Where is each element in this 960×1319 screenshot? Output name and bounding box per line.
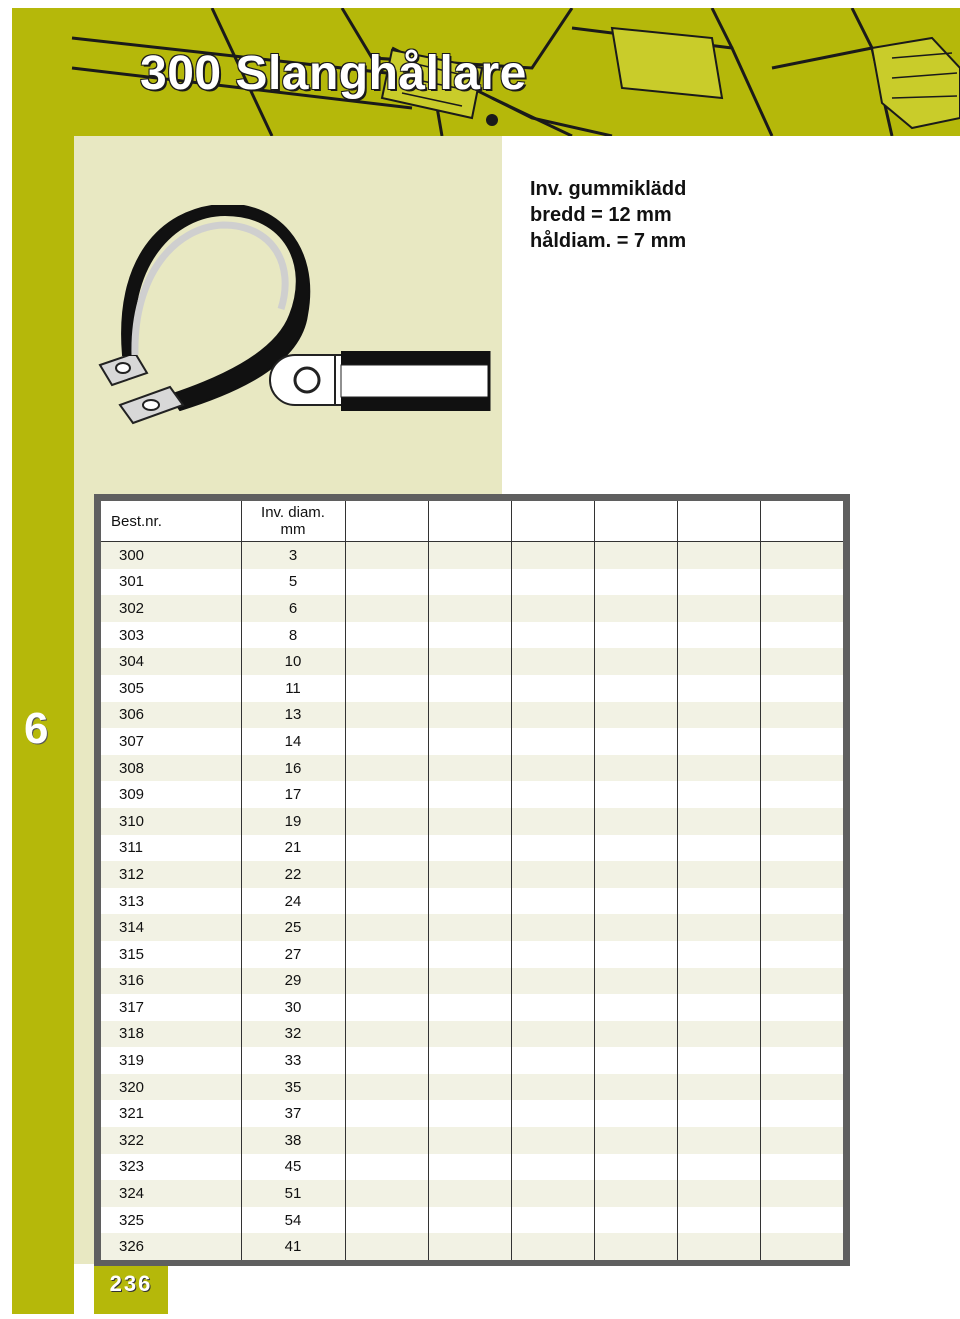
cell-best-nr: 323 (101, 1154, 241, 1181)
cell-empty (345, 648, 428, 675)
table-row (101, 622, 843, 649)
cell-empty (428, 1127, 511, 1154)
cell-best-nr: 308 (101, 755, 241, 782)
header-empty (594, 501, 677, 542)
cell-best-nr: 304 (101, 648, 241, 675)
cell-empty (677, 861, 760, 888)
cell-empty (345, 781, 428, 808)
cell-empty (428, 861, 511, 888)
cell-empty (594, 542, 677, 569)
cell-empty (511, 861, 594, 888)
cell-empty (594, 808, 677, 835)
cell-empty (428, 914, 511, 941)
cell-empty (428, 808, 511, 835)
cell-inner-diameter: 45 (241, 1154, 345, 1181)
cell-empty (594, 755, 677, 782)
table-row (101, 941, 843, 968)
cell-empty (594, 1021, 677, 1048)
cell-empty (511, 1180, 594, 1207)
cell-inner-diameter: 24 (241, 888, 345, 915)
cell-empty (677, 781, 760, 808)
cell-empty (511, 835, 594, 862)
cell-best-nr: 307 (101, 728, 241, 755)
cell-empty (511, 1021, 594, 1048)
cell-inner-diameter: 33 (241, 1047, 345, 1074)
table-row (101, 861, 843, 888)
clamp-side-view (270, 351, 489, 411)
cell-empty (677, 1100, 760, 1127)
cell-empty (760, 622, 843, 649)
cell-inner-diameter: 17 (241, 781, 345, 808)
cell-empty (760, 994, 843, 1021)
cell-empty (428, 1154, 511, 1181)
cell-inner-diameter: 22 (241, 861, 345, 888)
cell-best-nr: 310 (101, 808, 241, 835)
cell-empty (594, 1100, 677, 1127)
header-diam-label: Inv. diam. (261, 504, 325, 521)
cell-best-nr: 305 (101, 675, 241, 702)
cell-inner-diameter: 8 (241, 622, 345, 649)
cell-empty (760, 808, 843, 835)
cell-empty (677, 1127, 760, 1154)
cell-empty (345, 861, 428, 888)
cell-empty (760, 1074, 843, 1101)
cell-empty (594, 648, 677, 675)
cell-empty (677, 914, 760, 941)
cell-empty (677, 835, 760, 862)
cell-empty (760, 1100, 843, 1127)
cell-empty (511, 569, 594, 596)
cell-empty (511, 1074, 594, 1101)
cell-empty (345, 994, 428, 1021)
cell-empty (511, 1100, 594, 1127)
cell-empty (345, 808, 428, 835)
cell-inner-diameter: 6 (241, 595, 345, 622)
cell-empty (760, 861, 843, 888)
cell-empty (428, 702, 511, 729)
cell-empty (760, 1047, 843, 1074)
spec-hole-diameter: håldiam. = 7 mm (530, 230, 687, 252)
cell-empty (594, 1127, 677, 1154)
cell-empty (760, 1154, 843, 1181)
cell-empty (677, 569, 760, 596)
cell-empty (594, 1207, 677, 1234)
cell-empty (760, 728, 843, 755)
cell-empty (511, 702, 594, 729)
cell-best-nr: 314 (101, 914, 241, 941)
cell-empty (345, 888, 428, 915)
cell-empty (428, 542, 511, 569)
cell-empty (511, 595, 594, 622)
cell-empty (511, 542, 594, 569)
cell-empty (677, 542, 760, 569)
cell-best-nr: 319 (101, 1047, 241, 1074)
table-row (101, 569, 843, 596)
cell-empty (677, 1207, 760, 1234)
cell-empty (428, 888, 511, 915)
table-row (101, 1074, 843, 1101)
cell-empty (511, 941, 594, 968)
header-empty (428, 501, 511, 542)
cell-best-nr: 309 (101, 781, 241, 808)
cell-empty (428, 595, 511, 622)
cell-empty (511, 888, 594, 915)
cell-inner-diameter: 3 (241, 542, 345, 569)
spec-width: bredd = 12 mm (530, 204, 672, 226)
cell-inner-diameter: 14 (241, 728, 345, 755)
cell-empty (511, 1154, 594, 1181)
cell-empty (511, 1127, 594, 1154)
cell-inner-diameter: 11 (241, 675, 345, 702)
cell-empty (677, 728, 760, 755)
table-row (101, 914, 843, 941)
cell-empty (594, 1047, 677, 1074)
cell-empty (677, 595, 760, 622)
chapter-number: 6 (24, 704, 49, 753)
cell-empty (594, 569, 677, 596)
cell-empty (428, 941, 511, 968)
cell-empty (677, 808, 760, 835)
cell-inner-diameter: 32 (241, 1021, 345, 1048)
cell-empty (428, 1047, 511, 1074)
cell-empty (511, 1207, 594, 1234)
table-row (101, 1154, 843, 1181)
cell-inner-diameter: 16 (241, 755, 345, 782)
cell-inner-diameter: 37 (241, 1100, 345, 1127)
cell-best-nr: 306 (101, 702, 241, 729)
cell-empty (760, 648, 843, 675)
cell-empty (594, 728, 677, 755)
cell-empty (677, 888, 760, 915)
cell-best-nr: 325 (101, 1207, 241, 1234)
table-row (101, 702, 843, 729)
cell-empty (428, 994, 511, 1021)
cell-empty (511, 914, 594, 941)
header-best-nr: Best.nr. (101, 501, 241, 542)
cell-empty (511, 1047, 594, 1074)
cell-empty (760, 542, 843, 569)
table-row (101, 1180, 843, 1207)
cell-empty (428, 781, 511, 808)
cell-empty (677, 1180, 760, 1207)
table-row (101, 994, 843, 1021)
cell-empty (428, 728, 511, 755)
cell-empty (594, 1233, 677, 1260)
cell-inner-diameter: 5 (241, 569, 345, 596)
cell-empty (511, 968, 594, 995)
cell-empty (428, 675, 511, 702)
page-number: 236 (94, 1266, 168, 1314)
cell-best-nr: 317 (101, 994, 241, 1021)
cell-best-nr: 322 (101, 1127, 241, 1154)
table-header-row (101, 501, 843, 542)
cell-best-nr: 315 (101, 941, 241, 968)
cell-empty (594, 888, 677, 915)
table-row (101, 1127, 843, 1154)
cell-empty (428, 1074, 511, 1101)
cell-empty (345, 1074, 428, 1101)
product-specs (530, 176, 686, 254)
cell-empty (511, 728, 594, 755)
cell-empty (594, 968, 677, 995)
table-row (101, 675, 843, 702)
cell-empty (760, 1127, 843, 1154)
cell-empty (760, 595, 843, 622)
table-row (101, 968, 843, 995)
cell-best-nr: 321 (101, 1100, 241, 1127)
header-empty (511, 501, 594, 542)
cell-empty (428, 1100, 511, 1127)
cell-best-nr: 326 (101, 1233, 241, 1260)
cell-empty (760, 914, 843, 941)
cell-empty (677, 648, 760, 675)
table-row (101, 781, 843, 808)
cell-empty (428, 835, 511, 862)
table-row (101, 888, 843, 915)
cell-empty (345, 728, 428, 755)
cell-empty (345, 1233, 428, 1260)
cell-inner-diameter: 25 (241, 914, 345, 941)
cell-inner-diameter: 35 (241, 1074, 345, 1101)
cell-empty (345, 914, 428, 941)
cell-empty (594, 1180, 677, 1207)
cell-empty (760, 755, 843, 782)
cell-empty (345, 702, 428, 729)
cell-empty (594, 994, 677, 1021)
cell-best-nr: 316 (101, 968, 241, 995)
cell-empty (511, 622, 594, 649)
cell-empty (594, 861, 677, 888)
cell-inner-diameter: 38 (241, 1127, 345, 1154)
cell-empty (345, 1021, 428, 1048)
cell-empty (345, 1207, 428, 1234)
cell-best-nr: 311 (101, 835, 241, 862)
cell-empty (677, 1233, 760, 1260)
cell-empty (677, 1074, 760, 1101)
cell-empty (345, 968, 428, 995)
cell-empty (428, 569, 511, 596)
table-row (101, 1100, 843, 1127)
cell-empty (760, 675, 843, 702)
cell-inner-diameter: 29 (241, 968, 345, 995)
cell-empty (677, 1021, 760, 1048)
cell-empty (345, 1047, 428, 1074)
cell-best-nr: 318 (101, 1021, 241, 1048)
cell-empty (345, 675, 428, 702)
table-body (101, 542, 843, 1261)
cell-empty (760, 941, 843, 968)
cell-empty (511, 1233, 594, 1260)
cell-best-nr: 312 (101, 861, 241, 888)
clamp-front-tab (120, 387, 183, 423)
cell-empty (760, 781, 843, 808)
cell-inner-diameter: 30 (241, 994, 345, 1021)
cell-empty (345, 1154, 428, 1181)
cell-empty (760, 888, 843, 915)
table-row (101, 755, 843, 782)
cell-empty (428, 1021, 511, 1048)
cell-empty (594, 595, 677, 622)
cell-empty (594, 781, 677, 808)
table-row (101, 1021, 843, 1048)
cell-empty (345, 542, 428, 569)
cell-empty (428, 1207, 511, 1234)
cell-inner-diameter: 13 (241, 702, 345, 729)
cell-best-nr: 324 (101, 1180, 241, 1207)
header-empty (760, 501, 843, 542)
header-empty (345, 501, 428, 542)
cell-empty (594, 941, 677, 968)
cell-empty (511, 781, 594, 808)
clamp-back-tab (100, 353, 147, 385)
cell-empty (511, 808, 594, 835)
table-row (101, 728, 843, 755)
table-row (101, 595, 843, 622)
cell-empty (594, 675, 677, 702)
cell-empty (760, 702, 843, 729)
cell-best-nr: 302 (101, 595, 241, 622)
cell-empty (594, 914, 677, 941)
chapter-sidebar (12, 8, 74, 1314)
cell-best-nr: 300 (101, 542, 241, 569)
cell-empty (677, 702, 760, 729)
cell-empty (428, 755, 511, 782)
cell-empty (511, 755, 594, 782)
cell-inner-diameter: 21 (241, 835, 345, 862)
cell-empty (594, 1074, 677, 1101)
table-row (101, 542, 843, 569)
side-strip (74, 494, 94, 1264)
cell-empty (594, 835, 677, 862)
cell-empty (677, 941, 760, 968)
page-title: 300 Slanghållare (140, 47, 527, 100)
spec-coating: Inv. gummiklädd (530, 178, 687, 200)
cell-inner-diameter: 54 (241, 1207, 345, 1234)
cell-empty (428, 1233, 511, 1260)
table-row (101, 648, 843, 675)
cell-empty (677, 968, 760, 995)
cell-best-nr: 303 (101, 622, 241, 649)
cell-empty (677, 675, 760, 702)
table-row (101, 835, 843, 862)
cell-empty (677, 1154, 760, 1181)
cell-empty (677, 994, 760, 1021)
cell-empty (345, 595, 428, 622)
cell-empty (511, 648, 594, 675)
cell-inner-diameter: 19 (241, 808, 345, 835)
header-inner-diameter (241, 501, 345, 542)
cell-empty (345, 755, 428, 782)
cell-empty (760, 569, 843, 596)
parts-table-frame (94, 494, 850, 1266)
cell-empty (594, 622, 677, 649)
cell-inner-diameter: 27 (241, 941, 345, 968)
cell-empty (760, 835, 843, 862)
cell-empty (428, 1180, 511, 1207)
cell-empty (345, 1127, 428, 1154)
cell-empty (345, 569, 428, 596)
table-row (101, 1233, 843, 1260)
cell-empty (677, 1047, 760, 1074)
cell-empty (345, 1180, 428, 1207)
cell-empty (760, 968, 843, 995)
cell-empty (594, 1154, 677, 1181)
cell-best-nr: 301 (101, 569, 241, 596)
header-empty (677, 501, 760, 542)
cell-empty (345, 1100, 428, 1127)
table-row (101, 808, 843, 835)
cell-empty (428, 968, 511, 995)
cell-empty (428, 648, 511, 675)
cell-empty (677, 755, 760, 782)
parts-table (101, 501, 843, 1260)
cell-empty (345, 622, 428, 649)
cell-inner-diameter: 51 (241, 1180, 345, 1207)
cell-empty (345, 941, 428, 968)
cell-empty (428, 622, 511, 649)
cell-empty (760, 1021, 843, 1048)
cell-empty (760, 1233, 843, 1260)
cell-empty (511, 994, 594, 1021)
cell-empty (511, 675, 594, 702)
cell-best-nr: 313 (101, 888, 241, 915)
cell-inner-diameter: 10 (241, 648, 345, 675)
cell-empty (594, 702, 677, 729)
table-row (101, 1207, 843, 1234)
header-diam-unit: mm (280, 521, 306, 538)
cell-empty (345, 835, 428, 862)
cell-empty (760, 1207, 843, 1234)
table-row (101, 1047, 843, 1074)
cell-empty (677, 622, 760, 649)
cell-inner-diameter: 41 (241, 1233, 345, 1260)
cell-best-nr: 320 (101, 1074, 241, 1101)
hose-clamp-illustration (95, 205, 495, 425)
cell-empty (760, 1180, 843, 1207)
